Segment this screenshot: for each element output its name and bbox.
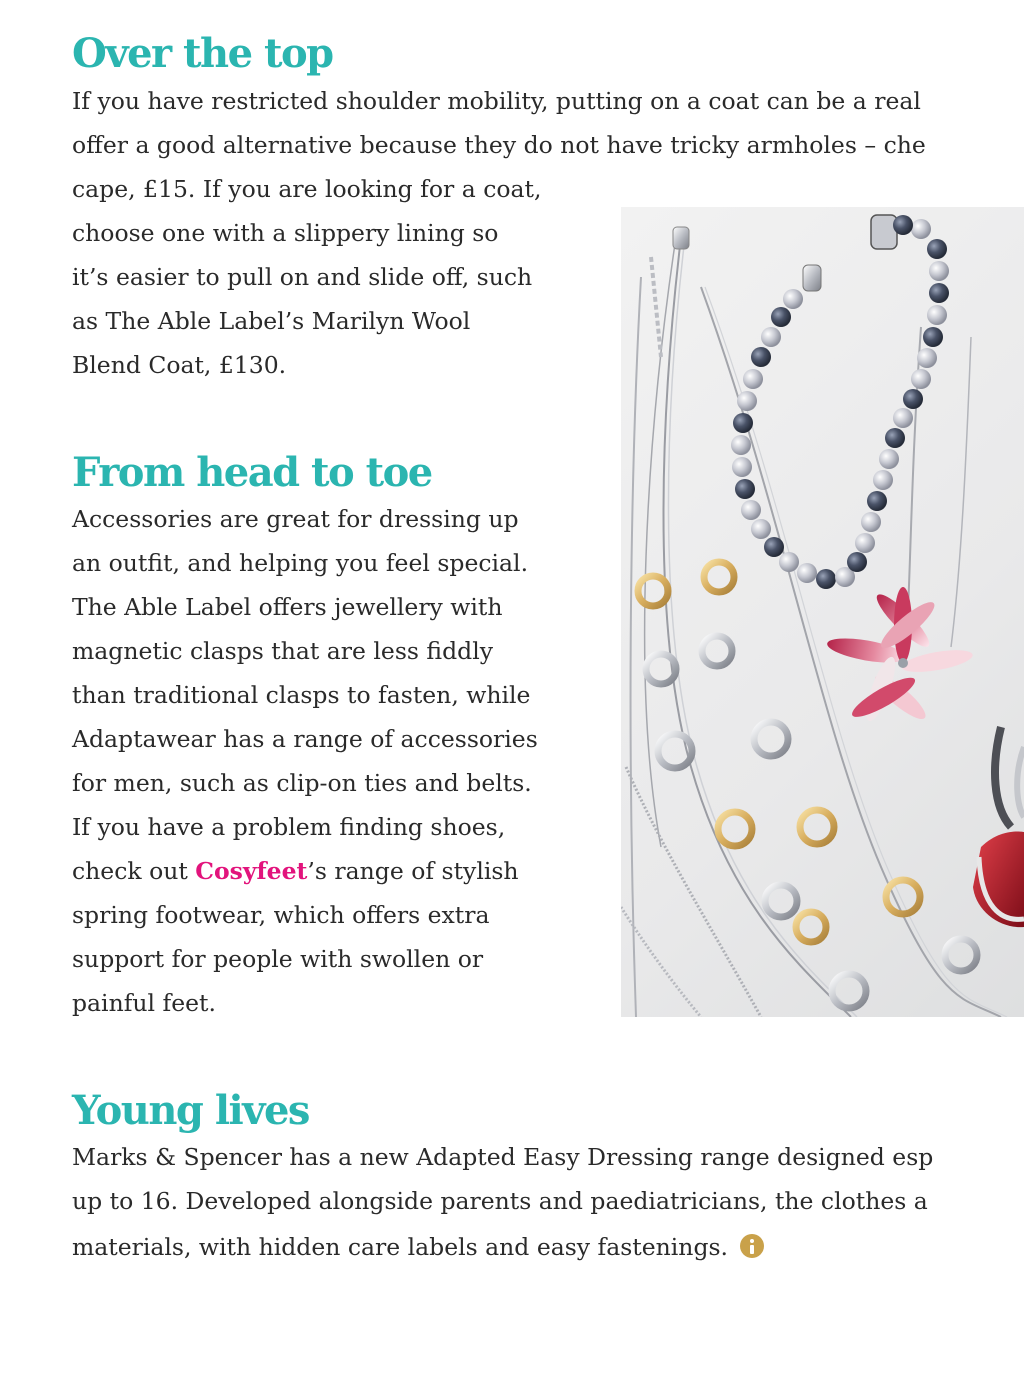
gold-silver-rings	[638, 562, 977, 1008]
text-line: support for people with swollen or	[72, 945, 484, 973]
text-line-last	[72, 1234, 764, 1260]
text-line: as The Able Label’s Marilyn Wool	[72, 307, 471, 335]
text-line: painful feet.	[72, 989, 216, 1017]
text-fragment: materials, with hidden care labels and easy fastenings.	[72, 1233, 729, 1261]
text-fragment: check out	[72, 857, 196, 885]
text-line: Marks & Spencer has a new Adapted Easy Dressing range designed esp	[72, 1143, 934, 1171]
pearl-necklace	[731, 215, 949, 589]
text-line: The Able Label offers jewellery with	[72, 593, 503, 621]
heading-young-lives: Young lives	[72, 1087, 309, 1134]
jewellery-photo	[621, 207, 1024, 1017]
text-line: If you have restricted shoulder mobility, putting on a coat can be a real	[72, 87, 921, 115]
text-line: If you have a problem finding shoes,	[72, 813, 506, 841]
text-line: cape, £15. If you are looking for a coat,	[72, 175, 542, 203]
brand-cosyfeet: Cosyfeet	[195, 857, 308, 885]
text-line-cosyfeet	[72, 857, 519, 885]
text-line: magnetic clasps that are less fiddly	[72, 637, 493, 665]
text-line: for men, such as clip-on ties and belts.	[72, 769, 532, 797]
text-line: Adaptawear has a range of accessories	[72, 725, 538, 753]
text-fragment: ’s range of stylish	[307, 857, 519, 885]
text-line: it’s easier to pull on and slide off, such	[72, 263, 533, 291]
text-line: an outfit, and helping you feel special.	[72, 549, 529, 577]
text-line: spring footwear, which offers extra	[72, 901, 490, 929]
text-line: up to 16. Developed alongside parents and paediatricians, the clothes a	[72, 1187, 928, 1215]
text-line: Blend Coat, £130.	[72, 351, 287, 379]
flower-pendant	[825, 587, 974, 725]
info-icon	[740, 1234, 764, 1258]
text-line: than traditional clasps to fasten, while	[72, 681, 531, 709]
text-line: choose one with a slippery lining so	[72, 219, 499, 247]
text-line: offer a good alternative because they do not have tricky armholes – che	[72, 131, 926, 159]
jewellery-illustration	[621, 207, 1024, 1017]
heading-from-head-to-toe: From head to toe	[72, 449, 432, 496]
text-line: Accessories are great for dressing up	[72, 505, 519, 533]
heading-over-the-top: Over the top	[72, 30, 333, 77]
